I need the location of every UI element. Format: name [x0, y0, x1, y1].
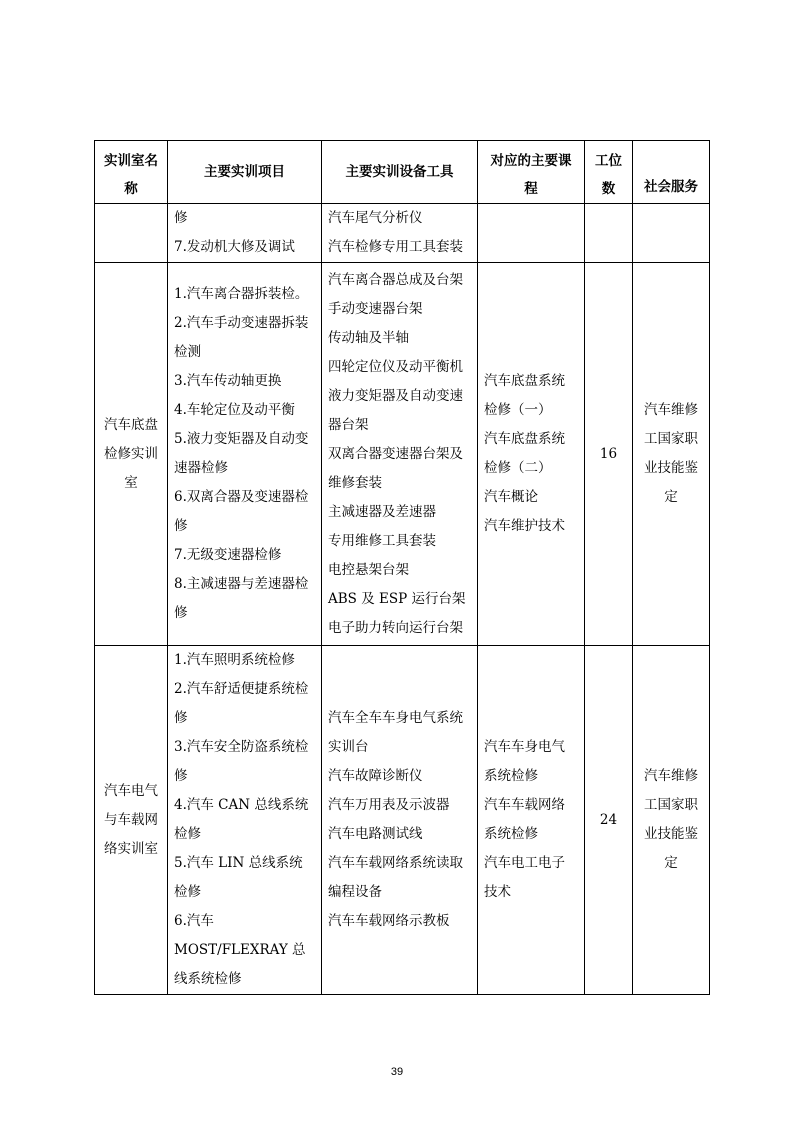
project-item: 4.车轮定位及动平衡	[174, 402, 295, 418]
equipment-item: 汽车全车车身电气系统实训台	[328, 710, 463, 755]
course-item: 汽车概论	[484, 489, 538, 505]
equipment-cell	[322, 204, 478, 263]
equipment-cell	[322, 646, 478, 995]
course-item: 汽车车载网络系统检修	[484, 797, 565, 842]
service-cell	[633, 646, 710, 995]
training-room-table	[94, 140, 710, 995]
course-item: 汽车底盘系统检修（二）	[484, 431, 565, 476]
header-social-service: 社会服务	[633, 141, 710, 204]
project-item: 1.汽车离合器拆装检。	[174, 286, 309, 302]
project-item: 1.汽车照明系统检修	[174, 652, 295, 668]
project-item: 5.汽车 LIN 总线系统检修	[174, 855, 303, 900]
page-number: 39	[390, 1066, 404, 1078]
courses-cell	[478, 204, 585, 263]
room-name: 汽车电气与车载网络实训室	[104, 782, 158, 857]
service-text: 汽车维修工国家职业技能鉴定	[644, 768, 698, 871]
equipment-item: 汽车离合器总成及台架	[328, 271, 463, 288]
course-item: 汽车维护技术	[484, 518, 565, 534]
header-courses: 对应的主要课程	[478, 141, 585, 204]
equipment-item: 电控悬架台架	[328, 561, 409, 578]
project-item: 5.液力变矩器及自动变速器检修	[174, 431, 309, 476]
project-item: 修	[174, 210, 188, 226]
equipment-item: 汽车万用表及示波器	[328, 797, 450, 813]
equipment-item: 汽车故障诊断仪	[328, 768, 423, 784]
room-name-cell	[95, 263, 168, 646]
equipment-cell	[322, 263, 478, 646]
room-name-cell	[95, 204, 168, 263]
courses-cell	[478, 646, 585, 995]
projects-cell	[168, 204, 322, 263]
course-item: 汽车车身电气系统检修	[484, 739, 565, 784]
project-item: 4.汽车 CAN 总线系统检修	[174, 797, 309, 842]
header-projects: 主要实训项目	[168, 141, 322, 204]
service-text: 汽车维修工国家职业技能鉴定	[644, 402, 698, 505]
equipment-item: 汽车车载网络系统读取编程设备	[328, 855, 463, 900]
stations-cell: 24	[585, 646, 633, 995]
equipment-item: 电子助力转向运行台架	[328, 619, 463, 636]
project-item: 3.汽车安全防盗系统检修	[174, 739, 309, 784]
equipment-item: 汽车电路测试线	[328, 826, 423, 842]
equipment-item: 汽车车载网络示教板	[328, 913, 450, 929]
course-item: 汽车底盘系统检修（一）	[484, 373, 565, 418]
table-header-row	[95, 141, 710, 204]
equipment-item: 手动变速器台架	[328, 300, 423, 317]
course-item: 汽车电工电子技术	[484, 855, 565, 900]
table-row	[95, 204, 710, 263]
equipment-item: 专用维修工具套装	[328, 532, 436, 549]
courses-cell	[478, 263, 585, 646]
project-item: 2.汽车舒适便捷系统检修	[174, 681, 309, 726]
table-row	[95, 646, 710, 995]
projects-cell	[168, 646, 322, 995]
project-item: 6.汽车 MOST/FLEXRAY 总线系统检修	[174, 913, 306, 987]
header-stations: 工位数	[585, 141, 633, 204]
equipment-item: 传动轴及半轴	[328, 329, 409, 346]
project-item: 2.汽车手动变速器拆装检测	[174, 315, 309, 360]
projects-cell	[168, 263, 322, 646]
equipment-item: 四轮定位仪及动平衡机	[328, 358, 463, 375]
equipment-item: 主减速器及差速器	[328, 503, 436, 520]
project-item: 7.无级变速器检修	[174, 547, 282, 563]
stations-cell: 16	[585, 263, 633, 646]
stations-cell	[585, 204, 633, 263]
project-item: 7.发动机大修及调试	[174, 239, 295, 255]
project-item: 8.主减速器与差速器检修	[174, 576, 309, 621]
service-cell	[633, 263, 710, 646]
equipment-item: ABS 及 ESP 运行台架	[328, 590, 466, 607]
equipment-item: 液力变矩器及自动变速器台架	[328, 387, 463, 433]
service-cell	[633, 204, 710, 263]
table-row	[95, 263, 710, 646]
equipment-item: 汽车尾气分析仪	[328, 210, 423, 226]
equipment-item: 双离合器变速器台架及维修套装	[328, 445, 463, 491]
room-name: 汽车底盘检修实训室	[104, 416, 158, 491]
equipment-item: 汽车检修专用工具套装	[328, 239, 463, 255]
project-item: 3.汽车传动轴更换	[174, 373, 282, 389]
project-item: 6.双离合器及变速器检修	[174, 489, 309, 534]
header-room-name: 实训室名称	[95, 141, 168, 204]
header-equipment: 主要实训设备工具	[322, 141, 478, 204]
room-name-cell	[95, 646, 168, 995]
